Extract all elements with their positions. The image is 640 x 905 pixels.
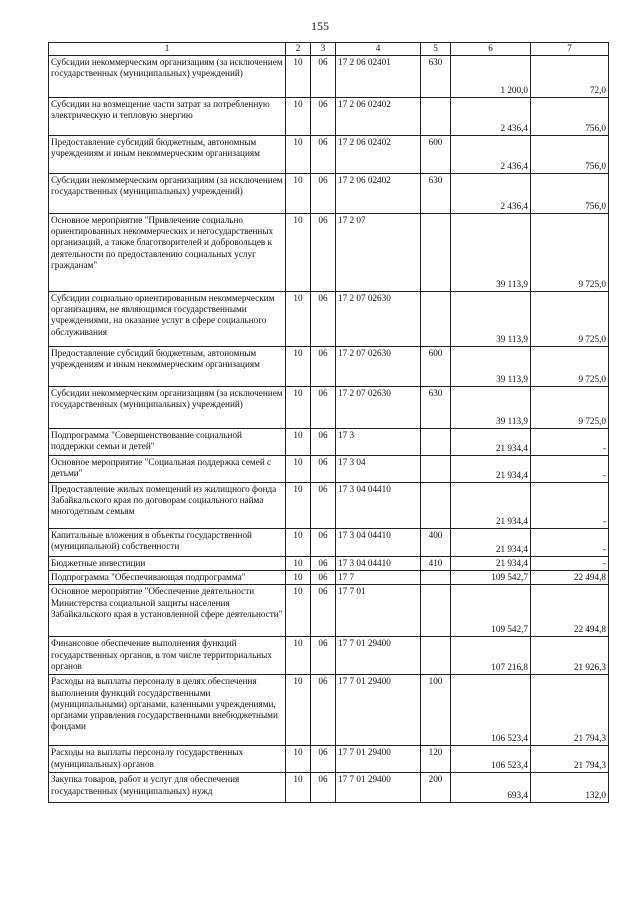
row-name-cell: Предоставление жилых помещений из жилищного фонда Забайкальского края по договорам социального найма многодетным семьям xyxy=(49,483,286,529)
header-cell: 4 xyxy=(336,43,421,56)
row-section-cell: 10 xyxy=(286,292,311,347)
row-expense-type-cell: 410 xyxy=(421,557,451,571)
row-expense-type-cell: 600 xyxy=(421,347,451,387)
row-amount-cell: 21 934,4 xyxy=(451,456,531,483)
row-expense-type-cell xyxy=(421,571,451,585)
table-row xyxy=(49,98,609,136)
row-expense-type-cell xyxy=(421,483,451,529)
row-amount-cell: 109 542,7 xyxy=(451,585,531,637)
header-cell: 7 xyxy=(531,43,609,56)
row-amount-cell: 21 794,3 xyxy=(531,746,609,773)
row-section-cell: 10 xyxy=(286,387,311,429)
table-row xyxy=(49,56,609,98)
row-amount-cell: - xyxy=(531,429,609,456)
row-target-code-cell: 17 2 06 02402 xyxy=(336,136,421,174)
row-expense-type-cell: 600 xyxy=(421,136,451,174)
row-amount-cell: 22 494,8 xyxy=(531,585,609,637)
row-section-cell: 10 xyxy=(286,529,311,557)
table-row xyxy=(49,675,609,746)
row-target-code-cell: 17 3 xyxy=(336,429,421,456)
row-amount-cell: 9 725,0 xyxy=(531,214,609,292)
row-target-code-cell: 17 2 07 02630 xyxy=(336,387,421,429)
row-target-code-cell: 17 2 06 02402 xyxy=(336,174,421,214)
row-name-cell: Капитальные вложения в объекты государственной (муниципальной) собственности xyxy=(49,529,286,557)
row-section-cell: 10 xyxy=(286,174,311,214)
row-subsection-cell: 06 xyxy=(311,773,336,803)
row-target-code-cell: 17 2 07 02630 xyxy=(336,292,421,347)
table-row xyxy=(49,746,609,773)
row-subsection-cell: 06 xyxy=(311,557,336,571)
row-target-code-cell: 17 7 01 29400 xyxy=(336,773,421,803)
row-section-cell: 10 xyxy=(286,773,311,803)
row-amount-cell: 2 436,4 xyxy=(451,174,531,214)
row-target-code-cell: 17 3 04 04410 xyxy=(336,483,421,529)
row-amount-cell: 106 523,4 xyxy=(451,746,531,773)
row-target-code-cell: 17 3 04 xyxy=(336,456,421,483)
table-row xyxy=(49,571,609,585)
row-name-cell: Предоставление субсидий бюджетным, автономным учреждениям и иным некоммерческим организациям xyxy=(49,136,286,174)
table-row xyxy=(49,637,609,675)
row-amount-cell: 21 934,4 xyxy=(451,529,531,557)
row-subsection-cell: 06 xyxy=(311,214,336,292)
table-row xyxy=(49,429,609,456)
row-amount-cell: 106 523,4 xyxy=(451,675,531,746)
row-expense-type-cell: 630 xyxy=(421,56,451,98)
table-header-row xyxy=(49,43,609,56)
row-name-cell: Подпрограмма "Обеспечивающая подпрограмма" xyxy=(49,571,286,585)
table-row xyxy=(49,456,609,483)
header-cell: 1 xyxy=(49,43,286,56)
row-section-cell: 10 xyxy=(286,214,311,292)
row-section-cell: 10 xyxy=(286,98,311,136)
row-subsection-cell: 06 xyxy=(311,347,336,387)
row-target-code-cell: 17 7 xyxy=(336,571,421,585)
row-expense-type-cell: 120 xyxy=(421,746,451,773)
row-name-cell: Основное мероприятие "Привлечение социально ориентированных некоммерческих и негосударственных организаций, а также благотворителей и добровольцев к деятельности по предоставлению социальных услуг гражданам" xyxy=(49,214,286,292)
row-section-cell: 10 xyxy=(286,456,311,483)
row-section-cell: 10 xyxy=(286,571,311,585)
row-target-code-cell: 17 2 07 xyxy=(336,214,421,292)
table-row xyxy=(49,387,609,429)
row-name-cell: Основное мероприятие "Обеспечение деятельности Министерства социальной защиты населения Забайкальского края в установленной сфере деятельности" xyxy=(49,585,286,637)
header-cell: 5 xyxy=(421,43,451,56)
row-amount-cell: 693,4 xyxy=(451,773,531,803)
row-amount-cell: 21 934,4 xyxy=(451,429,531,456)
row-target-code-cell: 17 7 01 29400 xyxy=(336,675,421,746)
row-section-cell: 10 xyxy=(286,483,311,529)
row-amount-cell: 109 542,7 xyxy=(451,571,531,585)
row-expense-type-cell xyxy=(421,585,451,637)
row-section-cell: 10 xyxy=(286,56,311,98)
row-section-cell: 10 xyxy=(286,637,311,675)
row-amount-cell: 72,0 xyxy=(531,56,609,98)
table-row xyxy=(49,136,609,174)
row-amount-cell: - xyxy=(531,557,609,571)
page-number: 155 xyxy=(311,19,329,33)
row-section-cell: 10 xyxy=(286,585,311,637)
row-amount-cell: 9 725,0 xyxy=(531,347,609,387)
row-subsection-cell: 06 xyxy=(311,174,336,214)
row-expense-type-cell: 630 xyxy=(421,387,451,429)
row-subsection-cell: 06 xyxy=(311,387,336,429)
row-name-cell: Основное мероприятие "Социальная поддержка семей с детьми" xyxy=(49,456,286,483)
row-name-cell: Подпрограмма "Совершенствование социальной поддержки семьи и детей" xyxy=(49,429,286,456)
table-row xyxy=(49,557,609,571)
row-subsection-cell: 06 xyxy=(311,746,336,773)
row-subsection-cell: 06 xyxy=(311,456,336,483)
row-expense-type-cell xyxy=(421,637,451,675)
row-subsection-cell: 06 xyxy=(311,429,336,456)
header-cell: 6 xyxy=(451,43,531,56)
row-name-cell: Расходы на выплаты персоналу государственных (муниципальных) органов xyxy=(49,746,286,773)
row-subsection-cell: 06 xyxy=(311,98,336,136)
row-amount-cell: 39 113,9 xyxy=(451,292,531,347)
row-expense-type-cell: 200 xyxy=(421,773,451,803)
row-expense-type-cell: 100 xyxy=(421,675,451,746)
row-amount-cell: 1 200,0 xyxy=(451,56,531,98)
row-name-cell: Расходы на выплаты персоналу в целях обеспечения выполнения функций государственными (муниципальными) органами, казенными учреждениями, органами управления государственными внебюджетными фондами xyxy=(49,675,286,746)
row-section-cell: 10 xyxy=(286,347,311,387)
row-target-code-cell: 17 3 04 04410 xyxy=(336,529,421,557)
row-section-cell: 10 xyxy=(286,675,311,746)
row-amount-cell: 2 436,4 xyxy=(451,98,531,136)
table-row xyxy=(49,483,609,529)
table-row xyxy=(49,529,609,557)
row-amount-cell: 39 113,9 xyxy=(451,214,531,292)
row-name-cell: Финансовое обеспечение выполнения функций государственных органов, в том числе территориальных органов xyxy=(49,637,286,675)
row-amount-cell: 21 934,4 xyxy=(451,483,531,529)
row-amount-cell: 2 436,4 xyxy=(451,136,531,174)
row-section-cell: 10 xyxy=(286,136,311,174)
row-amount-cell: 756,0 xyxy=(531,136,609,174)
row-expense-type-cell: 400 xyxy=(421,529,451,557)
row-subsection-cell: 06 xyxy=(311,483,336,529)
row-target-code-cell: 17 7 01 29400 xyxy=(336,637,421,675)
row-amount-cell: 39 113,9 xyxy=(451,387,531,429)
row-amount-cell: 39 113,9 xyxy=(451,347,531,387)
row-expense-type-cell xyxy=(421,292,451,347)
table-row xyxy=(49,773,609,803)
row-amount-cell: 21 926,3 xyxy=(531,637,609,675)
row-target-code-cell: 17 7 01 29400 xyxy=(336,746,421,773)
row-expense-type-cell xyxy=(421,98,451,136)
row-name-cell: Субсидии социально ориентированным некоммерческим организациям, не являющимся государственными учреждениями, на оказание услуг в сфере социального обслуживания xyxy=(49,292,286,347)
row-subsection-cell: 06 xyxy=(311,585,336,637)
row-expense-type-cell: 630 xyxy=(421,174,451,214)
row-subsection-cell: 06 xyxy=(311,637,336,675)
row-expense-type-cell xyxy=(421,429,451,456)
row-amount-cell: 756,0 xyxy=(531,98,609,136)
row-target-code-cell: 17 7 01 xyxy=(336,585,421,637)
header-cell: 2 xyxy=(286,43,311,56)
table-row xyxy=(49,292,609,347)
row-name-cell: Субсидии некоммерческим организациям (за исключением государственных (муниципальных) учреждений) xyxy=(49,174,286,214)
row-name-cell: Субсидии на возмещение части затрат за потребленную электрическую и тепловую энергию xyxy=(49,98,286,136)
row-subsection-cell: 06 xyxy=(311,675,336,746)
row-amount-cell: - xyxy=(531,456,609,483)
row-target-code-cell: 17 2 07 02630 xyxy=(336,347,421,387)
row-subsection-cell: 06 xyxy=(311,56,336,98)
header-cell: 3 xyxy=(311,43,336,56)
row-target-code-cell: 17 2 06 02401 xyxy=(336,56,421,98)
table-row xyxy=(49,585,609,637)
row-subsection-cell: 06 xyxy=(311,136,336,174)
row-expense-type-cell xyxy=(421,456,451,483)
table-row xyxy=(49,347,609,387)
row-name-cell: Субсидии некоммерческим организациям (за исключением государственных (муниципальных) учреждений) xyxy=(49,387,286,429)
row-subsection-cell: 06 xyxy=(311,292,336,347)
row-expense-type-cell xyxy=(421,214,451,292)
row-amount-cell: 107 216,8 xyxy=(451,637,531,675)
row-name-cell: Субсидии некоммерческим организациям (за исключением государственных (муниципальных) учреждений) xyxy=(49,56,286,98)
budget-table xyxy=(48,42,609,803)
row-name-cell: Предоставление субсидий бюджетным, автономным учреждениям и иным некоммерческим организациям xyxy=(49,347,286,387)
row-section-cell: 10 xyxy=(286,557,311,571)
row-amount-cell: - xyxy=(531,483,609,529)
row-amount-cell: 21 934,4 xyxy=(451,557,531,571)
row-amount-cell: 132,0 xyxy=(531,773,609,803)
row-amount-cell: - xyxy=(531,529,609,557)
row-name-cell: Бюджетные инвестиции xyxy=(49,557,286,571)
row-amount-cell: 22 494,8 xyxy=(531,571,609,585)
row-section-cell: 10 xyxy=(286,429,311,456)
row-section-cell: 10 xyxy=(286,746,311,773)
row-subsection-cell: 06 xyxy=(311,571,336,585)
row-amount-cell: 9 725,0 xyxy=(531,387,609,429)
row-target-code-cell: 17 3 04 04410 xyxy=(336,557,421,571)
row-subsection-cell: 06 xyxy=(311,529,336,557)
table-row xyxy=(49,174,609,214)
table-row xyxy=(49,214,609,292)
row-amount-cell: 756,0 xyxy=(531,174,609,214)
row-amount-cell: 21 794,3 xyxy=(531,675,609,746)
row-target-code-cell: 17 2 06 02402 xyxy=(336,98,421,136)
row-name-cell: Закупка товаров, работ и услуг для обеспечения государственных (муниципальных) нужд xyxy=(49,773,286,803)
row-amount-cell: 9 725,0 xyxy=(531,292,609,347)
